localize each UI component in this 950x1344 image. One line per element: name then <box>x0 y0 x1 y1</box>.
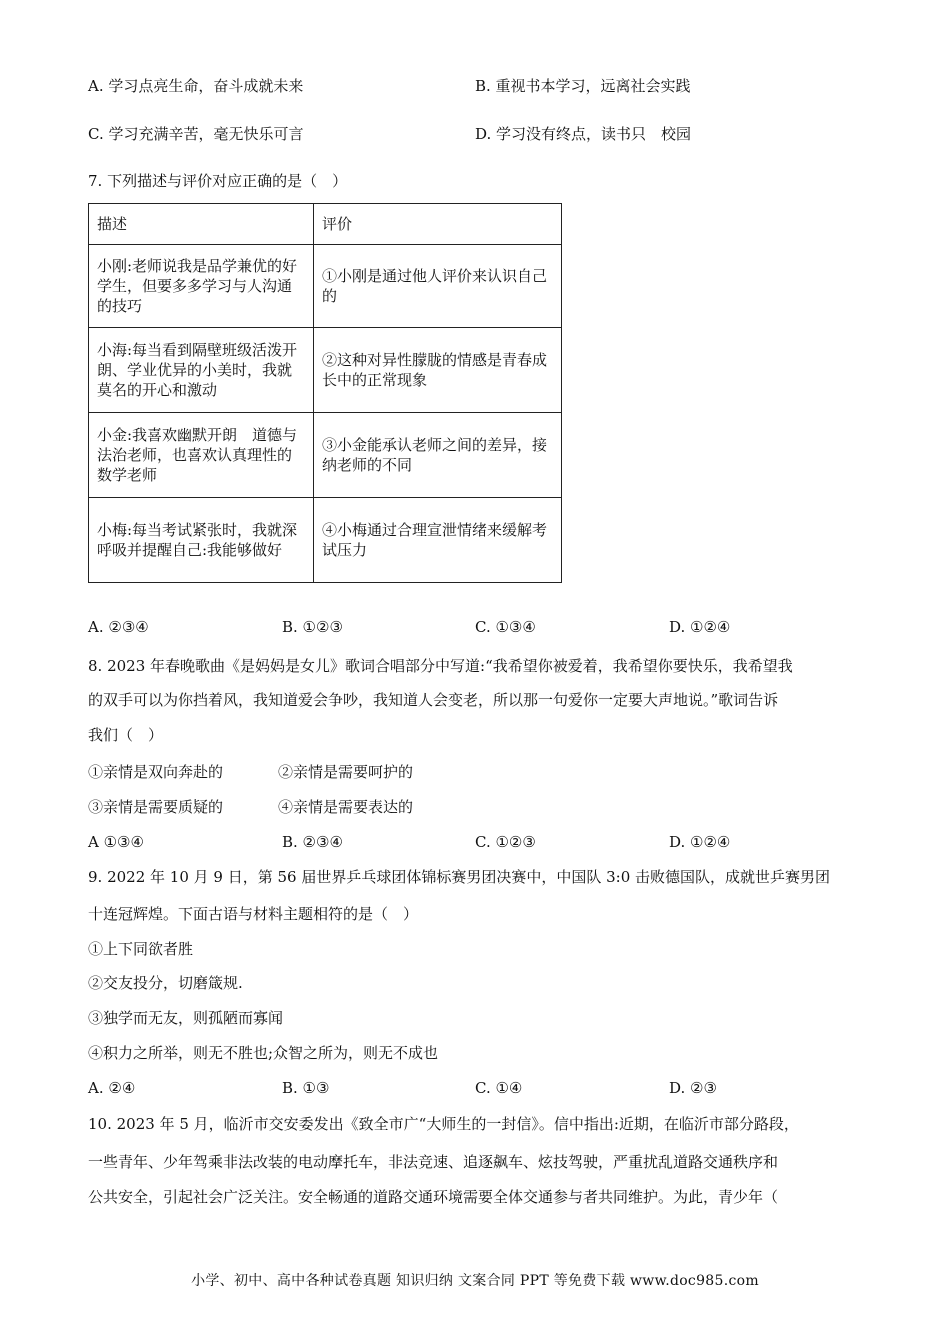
q8-item-2: ②亲情是需要呵护的 <box>278 763 414 781</box>
q8-stem-line2: 的双手可以为你挡着风，我知道爱会争吵，我知道人会变老，所以那一句爱你一定要大声地说。”歌词告诉 <box>88 691 779 709</box>
q7-option-b: B. ①②③ <box>282 618 343 636</box>
q9-stem-line1: 9. 2022 年 10 月 9 日，第 56 届世界乒乓球团体锦标赛男团决赛中，中国队 3:0 击败德国队，成就世乒赛男团 <box>88 868 831 886</box>
q9-item-1: ①上下同欲者胜 <box>88 940 194 958</box>
q7-option-a: A. ②③④ <box>88 618 149 636</box>
page-footer: 小学、初中、高中各种试卷真题 知识归纳 文案合同 PPT 等免费下载 www.doc985.com <box>191 1273 759 1289</box>
q6-option-b: B. 重视书本学习，远离社会实践 <box>475 77 691 95</box>
q7-eval-cell: ①小刚是通过他人评价来认识自己的 <box>314 245 562 328</box>
q7-header-eval: 评价 <box>314 204 562 245</box>
q7-eval-cell: ④小梅通过合理宣泄情绪来缓解考试压力 <box>314 498 562 583</box>
q8-stem-line1: 8. 2023 年春晚歌曲《是妈妈是女儿》歌词合唱部分中写道:“我希望你被爱着，我希望你要快乐，我希望我 <box>88 657 793 675</box>
q9-item-4: ④积力之所举，则无不胜也;众智之所为，则无不成也 <box>88 1044 439 1062</box>
q7-option-d: D. ①②④ <box>669 618 731 636</box>
q7-table <box>88 203 562 583</box>
q8-item-3: ③亲情是需要质疑的 <box>88 798 224 816</box>
q8-option-d: D. ①②④ <box>669 833 731 851</box>
q7-stem: 7. 下列描述与评价对应正确的是（ ） <box>88 172 348 190</box>
q9-option-a: A. ②④ <box>88 1079 136 1097</box>
q7-header-desc: 描述 <box>89 204 314 245</box>
q8-stem-line3: 我们（ ） <box>88 726 164 744</box>
q10-line2: 一些青年、少年驾乘非法改装的电动摩托车，非法竞速、追逐飙车、炫技驾驶，严重扰乱道路交通秩序和 <box>88 1153 779 1171</box>
table-row <box>89 498 562 583</box>
q8-item-4: ④亲情是需要表达的 <box>278 798 414 816</box>
q6-option-c: C. 学习充满辛苦，毫无快乐可言 <box>88 125 304 143</box>
table-row <box>89 245 562 328</box>
q7-desc-cell: 小金:我喜欢幽默开朗 道德与法治老师，也喜欢认真理性的数学老师 <box>89 413 314 498</box>
q7-eval-cell: ②这种对异性朦胧的情感是青春成长中的正常现象 <box>314 328 562 413</box>
q7-desc-cell: 小刚:老师说我是品学兼优的好学生，但要多多学习与人沟通的技巧 <box>89 245 314 328</box>
q9-item-3: ③独学而无友，则孤陋而寡闻 <box>88 1009 284 1027</box>
q10-line3: 公共安全，引起社会广泛关注。安全畅通的道路交通环境需要全体交通参与者共同维护。为此，青少年（ <box>88 1188 779 1206</box>
q6-option-d: D. 学习没有终点，读书只 校园 <box>475 125 692 143</box>
q9-option-b: B. ①③ <box>282 1079 330 1097</box>
q9-option-c: C. ①④ <box>475 1079 523 1097</box>
q7-option-c: C. ①③④ <box>475 618 536 636</box>
table-row <box>89 328 562 413</box>
q10-line1: 10. 2023 年 5 月，临沂市交安委发出《致全市广“大师生的一封信》。信中指出:近期，在临沂市部分路段， <box>88 1115 799 1133</box>
q7-eval-cell: ③小金能承认老师之间的差异，接纳老师的不同 <box>314 413 562 498</box>
q8-item-1: ①亲情是双向奔赴的 <box>88 763 224 781</box>
q8-option-b: B. ②③④ <box>282 833 343 851</box>
q9-option-d: D. ②③ <box>669 1079 717 1097</box>
q8-option-c: C. ①②③ <box>475 833 536 851</box>
q8-option-a: A ①③④ <box>88 833 144 851</box>
q7-desc-cell: 小海:每当看到隔壁班级活泼开朗、学业优异的小美时，我就莫名的开心和激动 <box>89 328 314 413</box>
q6-option-a: A. 学习点亮生命，奋斗成就未来 <box>88 77 304 95</box>
q7-desc-cell: 小梅:每当考试紧张时，我就深呼吸并提醒自己:我能够做好 <box>89 498 314 583</box>
table-row <box>89 413 562 498</box>
q9-item-2: ②交友投分，切磨箴规. <box>88 974 243 992</box>
q9-stem-line2: 十连冠辉煌。下面古语与材料主题相符的是（ ） <box>88 905 419 923</box>
